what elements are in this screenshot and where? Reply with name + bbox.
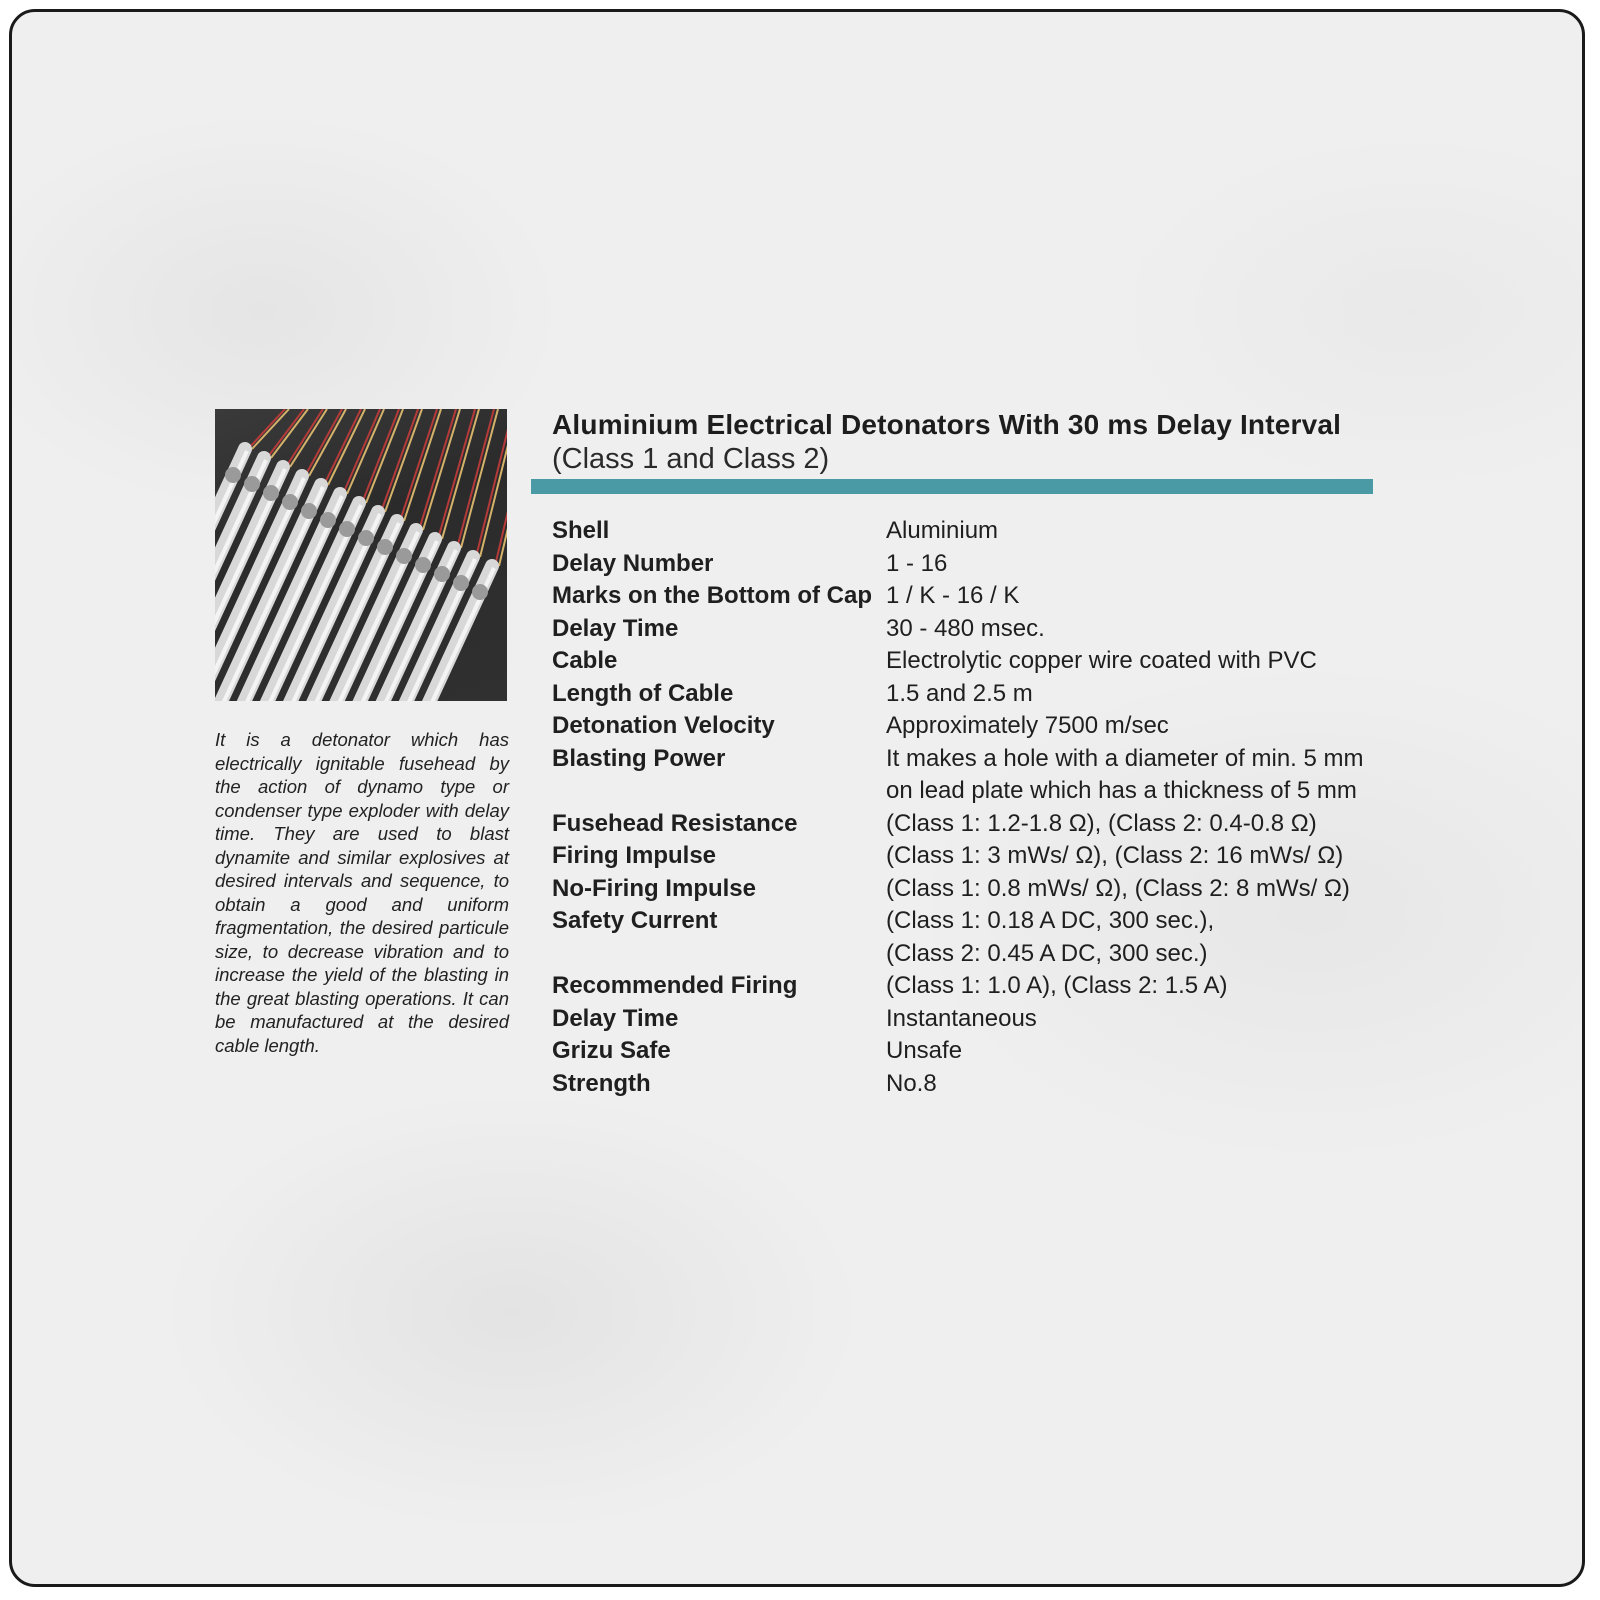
wire bbox=[423, 409, 460, 530]
crimp-band bbox=[263, 485, 279, 501]
wire bbox=[347, 409, 384, 494]
crimp-band bbox=[472, 584, 488, 600]
spec-label: Firing Impulse bbox=[552, 842, 717, 869]
spec-row bbox=[552, 710, 1392, 743]
crimp-band bbox=[282, 494, 298, 510]
spec-row bbox=[552, 808, 1392, 841]
wire bbox=[385, 409, 422, 512]
crimp-band bbox=[320, 512, 336, 528]
spec-row bbox=[552, 678, 1392, 711]
spec-row bbox=[552, 580, 1392, 613]
crimp-band bbox=[358, 530, 374, 546]
wire bbox=[309, 409, 346, 476]
spec-label: Delay Time bbox=[552, 1004, 679, 1032]
spec-row bbox=[552, 970, 1392, 1003]
spec-table bbox=[552, 515, 1392, 1100]
crimp-band bbox=[225, 467, 241, 483]
spec-label: Grizu Safe bbox=[552, 1037, 671, 1064]
spec-value: It makes a hole with a diameter of min. 5 mm on lead plate which has a thickness of 5 mm bbox=[886, 744, 1364, 804]
product-title: Aluminium Electrical Detonators With 30 ms Delay Interval bbox=[552, 409, 1342, 440]
spec-row bbox=[552, 645, 1392, 678]
wire bbox=[328, 409, 365, 485]
page-frame bbox=[9, 9, 1585, 1587]
spec-row bbox=[552, 548, 1392, 581]
spec-label: Cable bbox=[552, 647, 618, 674]
spec-value: (Class 1: 1.2-1.8 Ω), (Class 2: 0.4-0.8 Ω) bbox=[886, 809, 1317, 837]
spec-label: Delay Number bbox=[552, 549, 714, 577]
spec-label: Recommended Firing bbox=[552, 972, 798, 999]
spec-value: (Class 1: 1.0 A), (Class 2: 1.5 A) bbox=[886, 972, 1228, 999]
spec-value: (Class 1: 0.18 A DC, 300 sec.), (Class 2: 0.45 A DC, 300 sec.) bbox=[886, 907, 1215, 967]
crimp-band bbox=[244, 476, 260, 492]
crimp-band bbox=[377, 539, 393, 555]
title-divider bbox=[531, 479, 1373, 494]
spec-value: 1.5 and 2.5 m bbox=[886, 679, 1033, 707]
product-description: It is a detonator which has electrically ignitable fusehead by the action of dynamo type or condenser type exploder with delay time. They are used to blast dynamite and similar explosives at desired intervals and sequence, to obtain a good and uniform fragmentation, the desired particule size, to decrease vibration and to increase the yield of the blasting in the great blasting operations. It can be manufactured at the desired cable length. bbox=[215, 729, 509, 1056]
spec-value: 30 - 480 msec. bbox=[886, 614, 1045, 642]
spec-row bbox=[552, 1003, 1392, 1036]
crimp-band bbox=[453, 575, 469, 591]
product-photo bbox=[215, 409, 507, 701]
crimp-band bbox=[396, 548, 412, 564]
spec-label: Blasting Power bbox=[552, 744, 726, 772]
spec-row bbox=[552, 873, 1392, 906]
wire bbox=[442, 409, 479, 539]
spec-value: 1 / K - 16 / K bbox=[886, 582, 1020, 609]
spec-value: Aluminium bbox=[886, 517, 999, 544]
spec-row bbox=[552, 1068, 1392, 1101]
spec-row bbox=[552, 905, 1392, 970]
spec-label: Strength bbox=[552, 1069, 651, 1097]
spec-value: 1 - 16 bbox=[886, 549, 948, 577]
wire bbox=[286, 409, 323, 467]
spec-row bbox=[552, 515, 1392, 548]
spec-label: Length of Cable bbox=[552, 679, 734, 707]
spec-value: (Class 1: 0.8 mWs/ Ω), (Class 2: 8 mWs/ Ω) bbox=[886, 874, 1350, 902]
spec-value: No.8 bbox=[886, 1069, 937, 1097]
spec-label: Safety Current bbox=[552, 907, 718, 934]
spec-value: Approximately 7500 m/sec bbox=[886, 712, 1169, 739]
spec-value: (Class 1: 3 mWs/ Ω), (Class 2: 16 mWs/ Ω) bbox=[886, 842, 1344, 869]
crimp-band bbox=[434, 566, 450, 582]
spec-row bbox=[552, 743, 1392, 808]
spec-value: Electrolytic copper wire coated with PVC bbox=[886, 647, 1317, 674]
spec-label: Fusehead Resistance bbox=[552, 809, 798, 837]
wire bbox=[461, 409, 498, 548]
spec-row bbox=[552, 1035, 1392, 1068]
wire bbox=[404, 409, 441, 521]
wire bbox=[271, 409, 308, 458]
spec-row bbox=[552, 613, 1392, 646]
spec-label: Delay Time bbox=[552, 614, 679, 642]
spec-label: Marks on the Bottom of Cap bbox=[552, 582, 873, 609]
wire bbox=[267, 409, 304, 458]
spec-value: Instantaneous bbox=[886, 1004, 1037, 1032]
spec-label: Shell bbox=[552, 517, 610, 544]
product-subtitle: (Class 1 and Class 2) bbox=[552, 443, 830, 475]
crimp-band bbox=[301, 503, 317, 519]
wire bbox=[366, 409, 403, 503]
spec-label: Detonation Velocity bbox=[552, 712, 775, 739]
spec-label: No-Firing Impulse bbox=[552, 874, 756, 902]
wire bbox=[290, 409, 327, 467]
crimp-band bbox=[415, 557, 431, 573]
detonators-image bbox=[215, 409, 507, 701]
crimp-band bbox=[339, 521, 355, 537]
spec-row bbox=[552, 840, 1392, 873]
spec-value: Unsafe bbox=[886, 1037, 963, 1064]
